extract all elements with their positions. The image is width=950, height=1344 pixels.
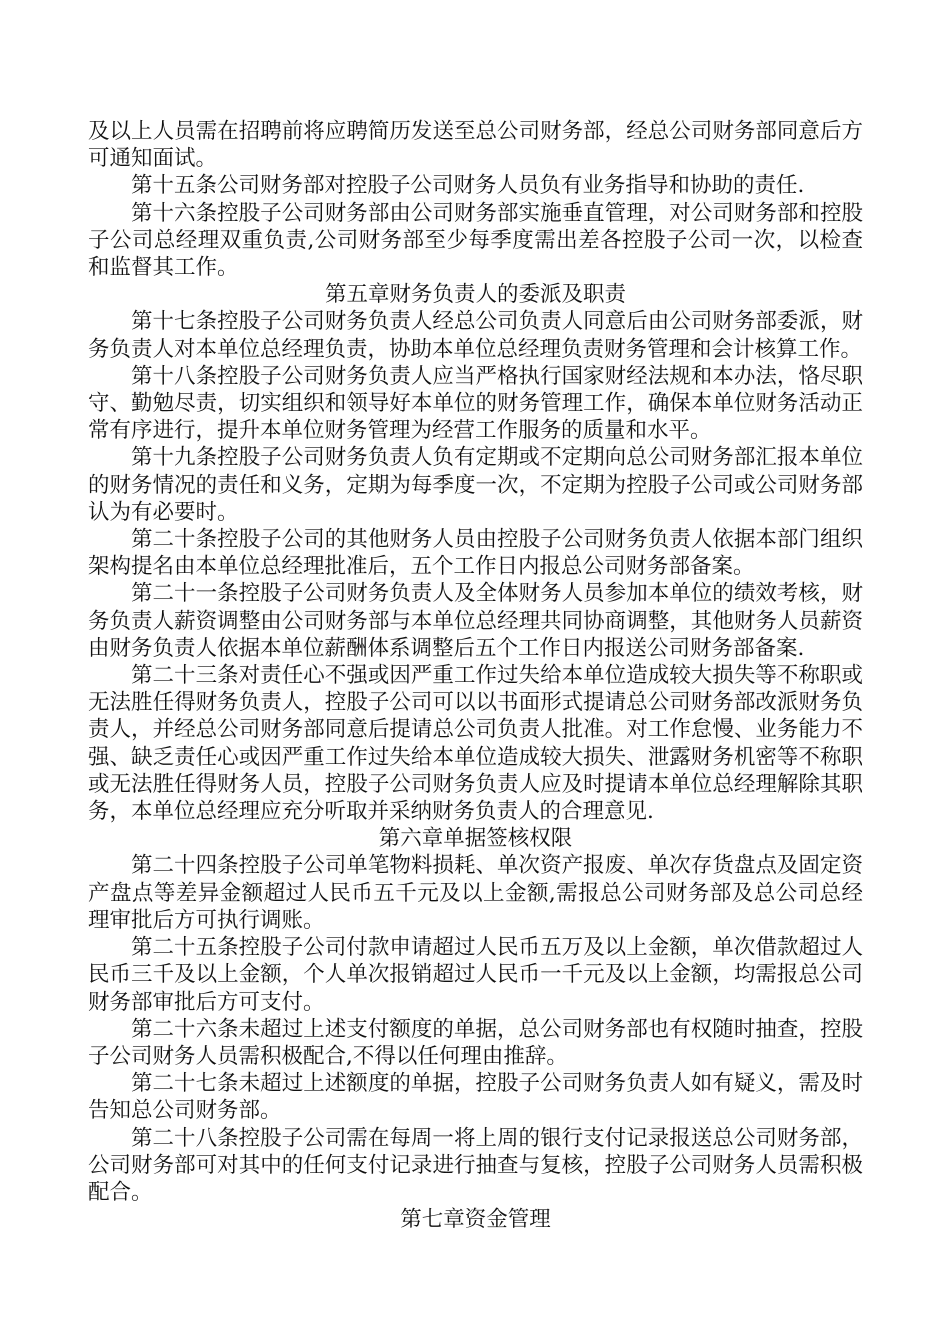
article-20: 第二十条控股子公司的其他财务人员由控股子公司财务负责人依据本部门组织架构提名由本单位总经理批准后，五个工作日内报总公司财务部备案。 [88,527,863,580]
chapter-7-heading: 第七章资金管理 [400,1207,551,1233]
article-24: 第二十四条控股子公司单笔物料损耗、单次资产报废、单次存货盘点及固定资产盘点等差异金额超过人民币五千元及以上金额,需报总公司财务部及总公司总经理审批后方可执行调账。 [88,853,863,933]
article-28: 第二十八条控股子公司需在每周一将上周的银行支付记录报送总公司财务部，公司财务部可对其中的任何支付记录进行抽查与复核，控股子公司财务人员需积极配合。 [88,1125,863,1205]
chapter-5-heading: 第五章财务负责人的委派及职责 [324,282,626,308]
article-27: 第二十七条未超过上述额度的单据，控股子公司财务负责人如有疑义，需及时告知总公司财务部。 [88,1071,863,1124]
article-21: 第二十一条控股子公司财务负责人及全体财务人员参加本单位的绩效考核，财务负责人薪资调整由公司财务部与本单位总经理共同协商调整，其他财务人员薪资由财务负责人依据本单位薪酬体系调整后五个工作日内报送公司财务部备案. [88,581,863,661]
chapter-6-heading: 第六章单据签核权限 [378,826,573,852]
article-19: 第十九条控股子公司财务负责人负有定期或不定期向总公司财务部汇报本单位的财务情况的责任和义务，定期为每季度一次，不定期为控股子公司或公司财务部认为有必要时。 [88,445,863,525]
article-18: 第十八条控股子公司财务负责人应当严格执行国家财经法规和本办法，恪尽职守、勤勉尽责，切实组织和领导好本单位的财务管理工作，确保本单位财务活动正常有序进行，提升本单位财务管理为经营工作服务的质量和水平。 [88,363,863,444]
article-23: 第二十三条对责任心不强或因严重工作过失给本单位造成较大损失等不称职或无法胜任得财务负责人，控股子公司可以以书面形式提请总公司财务部改派财务负责人，并经总公司财务部同意后提请总公司负责人批准。对工作怠慢、业务能力不强、缺乏责任心或因严重工作过失给本单位造成较大损失、泄露财务机密等不称职或无法胜任得财务人员，控股子公司财务负责人应及时提请本单位总经理解除其职务，本单位总经理应充分听取并采纳财务负责人的合理意见. [88,663,863,825]
article-26: 第二十六条未超过上述支付额度的单据，总公司财务部也有权随时抽查，控股子公司财务人员需积极配合,不得以任何理由推辞。 [88,1016,863,1069]
document-page [88,118,863,1233]
article-16: 第十六条控股子公司财务部由公司财务部实施垂直管理，对公司财务部和控股子公司总经理双重负责,公司财务部至少每季度需出差各控股子公司一次，以检查和监督其工作。 [88,200,863,281]
article-17: 第十七条控股子公司财务负责人经总公司负责人同意后由公司财务部委派，财务负责人对本单位总经理负责，协助本单位总经理负责财务管理和会计核算工作。 [88,309,863,362]
article-25: 第二十五条控股子公司付款申请超过人民币五万及以上金额，单次借款超过人民币三千及以上金额，个人单次报销超过人民币一千元及以上金额，均需报总公司财务部审批后方可支付。 [88,935,863,1015]
article-15: 第十五条公司财务部对控股子公司财务人员负有业务指导和协助的责任. [131,173,805,199]
paragraph-continuation: 及以上人员需在招聘前将应聘简历发送至总公司财务部，经总公司财务部同意后方可通知面试。 [88,119,863,172]
